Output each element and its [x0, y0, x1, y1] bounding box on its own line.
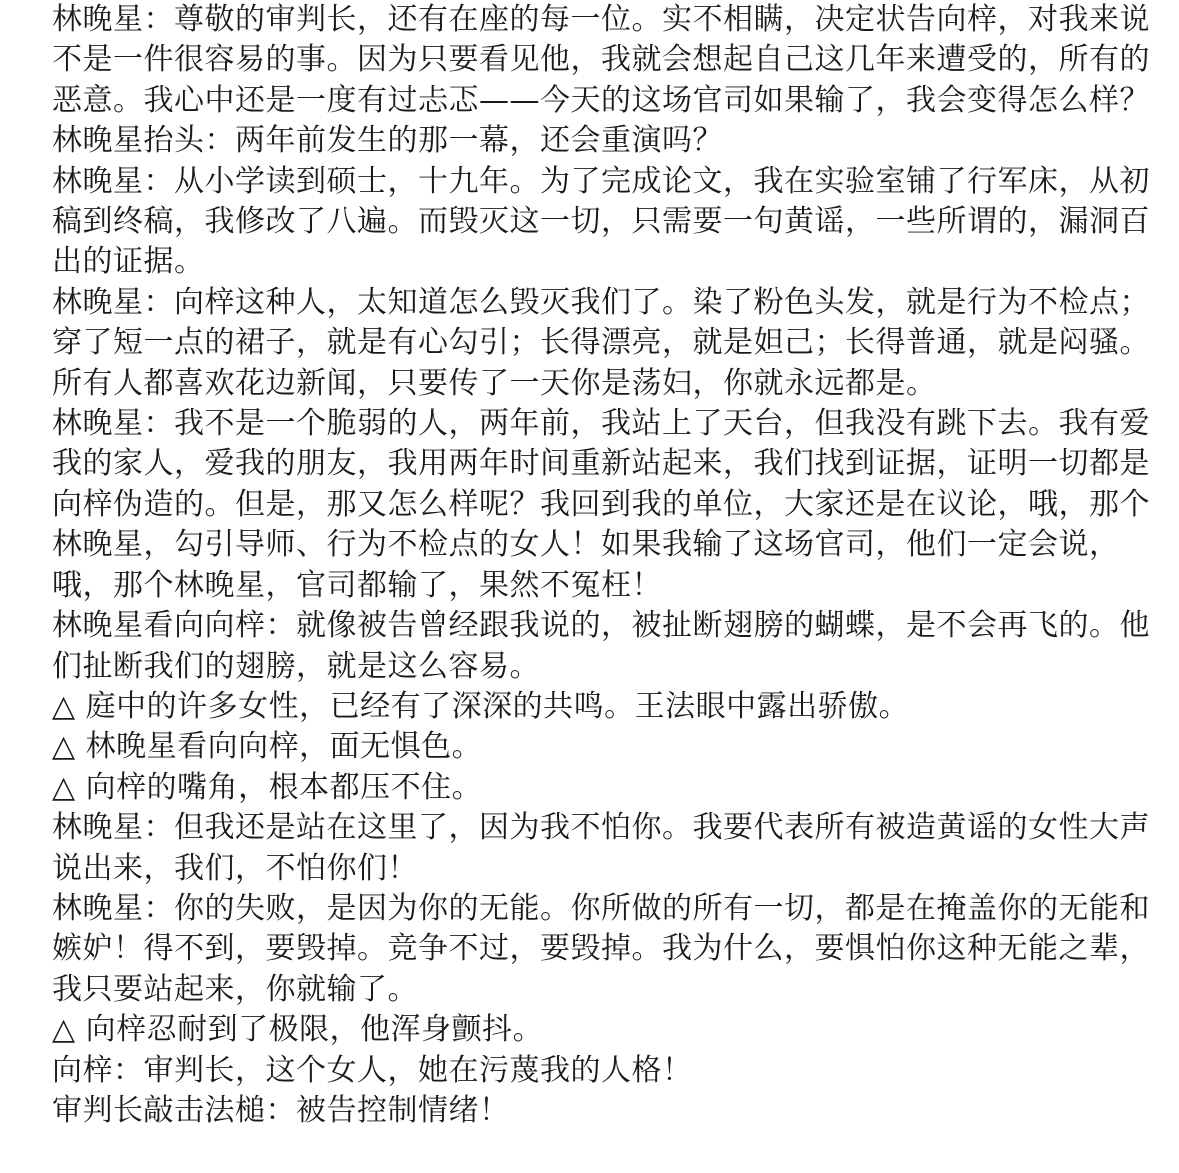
script-line: 林晚星看向向梓：就像被告曾经跟我说的，被扯断翅膀的蝴蝶，是不会再飞的。他们扯断我们的翅膀，就是这么容易。 — [52, 608, 1150, 684]
script-line: 林晚星：向梓这种人，太知道怎么毁灭我们了。染了粉色头发，就是行为不检点；穿了短一点的裙子，就是有心勾引；长得漂亮，就是妲己；长得普通，就是闷骚。所有人都喜欢花边新闻，只要传了一天你是荡妇，你就永远都是。 — [52, 284, 1150, 401]
script-line: 林晚星：从小学读到硕士，十九年。为了完成论文，我在实验室铺了行军床，从初稿到终稿，我修改了八遍。而毁灭这一切，只需要一句黄谣，一些所谓的，漏洞百出的证据。 — [52, 163, 1150, 280]
script-line: 林晚星：尊敬的审判长，还有在座的每一位。实不相瞒，决定状告向梓，对我来说不是一件很容易的事。因为只要看见他，我就会想起自己这几年来遭受的，所有的恶意。我心中还是一度有过忐忑——今天的这场官司如果输了，我会变得怎么样？ — [52, 2, 1150, 118]
script-line: 林晚星：我不是一个脆弱的人，两年前，我站上了天台，但我没有跳下去。我有爱我的家人，爱我的朋友，我用两年时间重新站起来，我们找到证据，证明一切都是向梓伪造的。但是，那又怎么样呢？我回到我的单位，大家还是在议论，哦，那个林晚星，勾引导师、行为不检点的女人！如果我输了这场官司，他们一定会说，哦，那个林晚星，官司都输了，果然不冤枉！ — [52, 406, 1150, 603]
stage-direction: △ 向梓忍耐到了极限，他浑身颤抖。 — [52, 1012, 544, 1048]
script-line: 林晚星：你的失败，是因为你的无能。你所做的所有一切，都是在掩盖你的无能和嫉妒！得不到，要毁掉。竞争不过，要毁掉。我为什么，要惧怕你这种无能之辈，我只要站起来，你就输了。 — [52, 890, 1150, 1007]
script-line: 审判长敲击法槌：被告控制情绪！ — [52, 1092, 510, 1128]
script-line: 向梓：审判长，这个女人，她在污蔑我的人格！ — [52, 1052, 693, 1088]
stage-direction: △ 林晚星看向向梓，面无惧色。 — [52, 729, 483, 765]
stage-direction: △ 庭中的许多女性，已经有了深深的共鸣。王法眼中露出骄傲。 — [52, 688, 910, 724]
stage-direction: △ 向梓的嘴角，根本都压不住。 — [52, 769, 483, 805]
script-line: 林晚星：但我还是站在这里了，因为我不怕你。我要代表所有被造黄谣的女性大声说出来，我们，不怕你们！ — [52, 810, 1150, 886]
script-line: 林晚星抬头：两年前发生的那一幕，还会重演吗？ — [52, 123, 723, 159]
script-page — [52, 0, 1174, 1131]
